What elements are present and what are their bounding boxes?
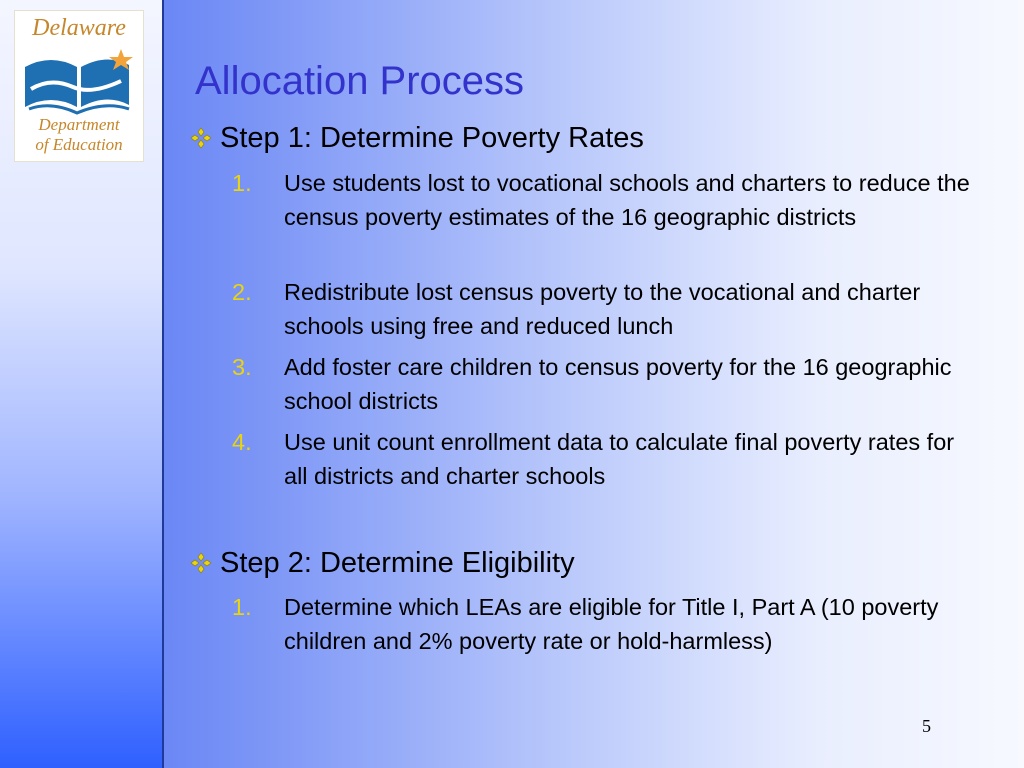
diamond-four-bullet-icon <box>190 552 212 574</box>
sidebar-panel <box>0 0 164 768</box>
list-text: Redistribute lost census poverty to the vocational and charter schools using free and reduced lunch <box>284 279 921 339</box>
list-text: Determine which LEAs are eligible for Title I, Part A (10 poverty children and 2% poverty rate or hold-harmless) <box>284 594 939 654</box>
list-number: 4. <box>232 429 252 455</box>
page-number: 5 <box>922 716 931 736</box>
list-item <box>232 350 982 418</box>
book-river-icon <box>21 47 137 115</box>
logo-department-text: Department of Education <box>35 115 123 154</box>
logo-title: Delaware <box>32 15 126 41</box>
list-text: Add foster care children to census poverty for the 16 geographic school districts <box>284 354 952 414</box>
list-text: Use unit count enrollment data to calculate final poverty rates for all districts and charter schools <box>284 429 955 489</box>
list-number: 1. <box>232 170 252 196</box>
list-item <box>232 166 982 234</box>
step-2-heading <box>190 546 575 580</box>
step-label: Step 1: Determine Poverty Rates <box>220 122 644 154</box>
list-number: 1. <box>232 594 252 620</box>
list-number: 3. <box>232 354 252 380</box>
list-text: Use students lost to vocational schools and charters to reduce the census poverty estimates of the 16 geographic districts <box>284 170 970 230</box>
list-item <box>232 275 982 343</box>
step-label: Step 2: Determine Eligibility <box>220 547 575 579</box>
diamond-four-bullet-icon <box>190 127 212 149</box>
list-number: 2. <box>232 279 252 305</box>
list-item <box>232 590 982 658</box>
list-item <box>232 425 982 493</box>
delaware-doe-logo <box>14 10 144 162</box>
slide-title: Allocation Process <box>195 59 525 103</box>
step-1-heading <box>190 121 644 155</box>
